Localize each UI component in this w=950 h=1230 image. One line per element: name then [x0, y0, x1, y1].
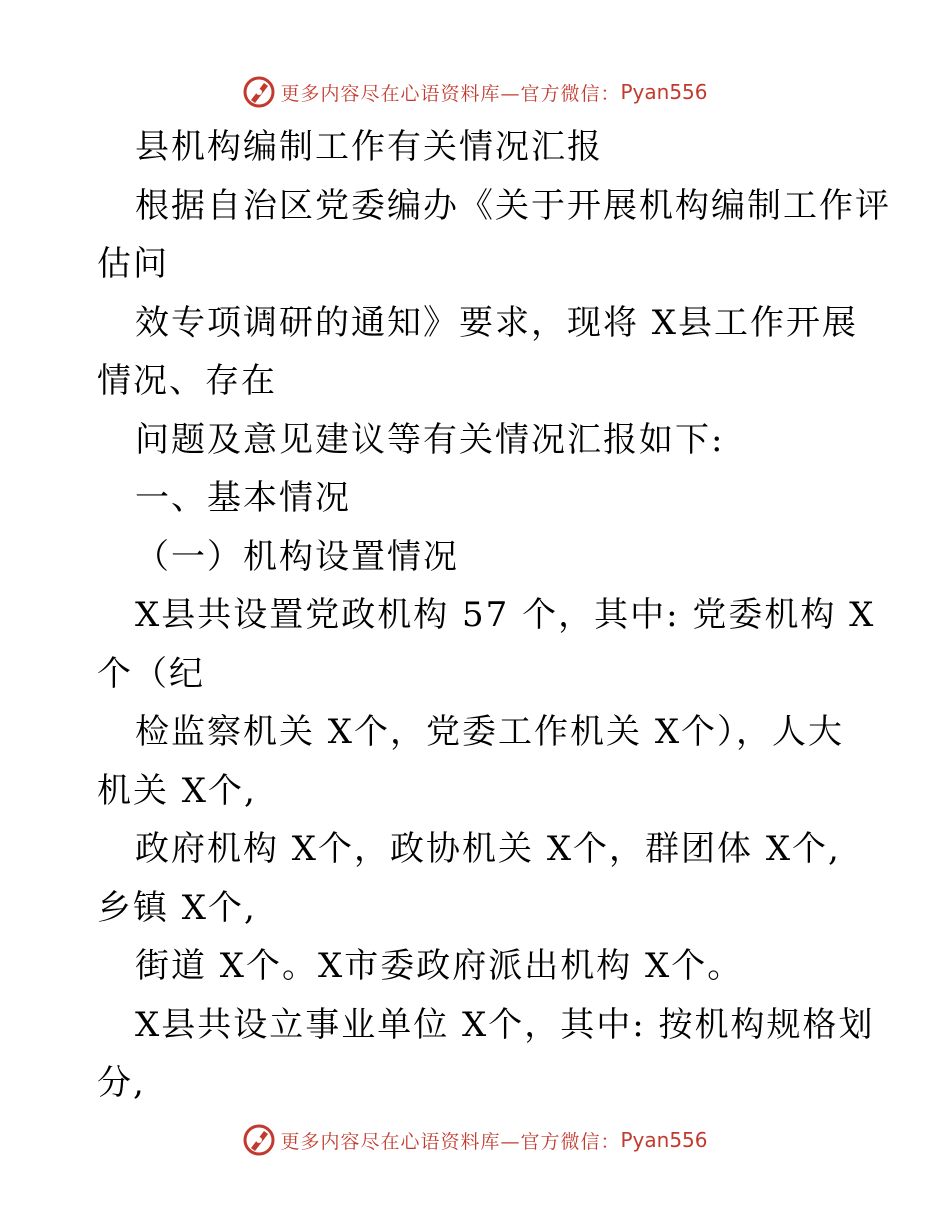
- text-line: X县共设立事业单位 X个，其中: 按机构规格划: [135, 1004, 875, 1045]
- text-line: 机关 X个,: [97, 770, 257, 811]
- text-line: 检监察机关 X个，党委工作机关 X个），人大: [135, 712, 845, 752]
- document-title: 县机构编制工作有关情况汇报: [135, 127, 603, 167]
- text-line: 效专项调研的通知》要求，现将 X县工作开展: [135, 302, 859, 343]
- watermark-handle: Pyan556: [620, 1128, 708, 1152]
- subsection-heading: （一）机构设置情况: [135, 536, 459, 577]
- pen-circle-logo-icon: [242, 1123, 276, 1157]
- pen-circle-logo-icon: [242, 75, 276, 109]
- text-line: 个（纪: [97, 653, 205, 694]
- text-line: 估问: [97, 244, 169, 284]
- text-line: 政府机构 X个，政协机关 X个，群团体 X个,: [135, 829, 841, 869]
- text-line: 分,: [97, 1063, 146, 1103]
- watermark-handle: Pyan556: [620, 80, 708, 104]
- text-line: 根据自治区党委编办《关于开展机构编制工作评: [135, 185, 891, 226]
- watermark-text: 更多内容尽在心语资料库—官方微信：: [280, 1130, 621, 1153]
- text-line: 街道 X个。X市委政府派出机构 X个。: [135, 946, 744, 986]
- section-heading: 一、基本情况: [135, 478, 351, 518]
- watermark-header: [0, 72, 950, 112]
- watermark-text: 更多内容尽在心语资料库—官方微信：: [280, 82, 621, 105]
- text-line: X县共设置党政机构 57 个，其中: 党委机构 X: [135, 595, 876, 635]
- document-body: [97, 118, 891, 1113]
- text-line: 情况、存在: [97, 361, 277, 401]
- text-line: 问题及意见建议等有关情况汇报如下:: [135, 419, 725, 460]
- text-line: 乡镇 X个,: [97, 887, 257, 928]
- watermark-footer: [0, 1120, 950, 1160]
